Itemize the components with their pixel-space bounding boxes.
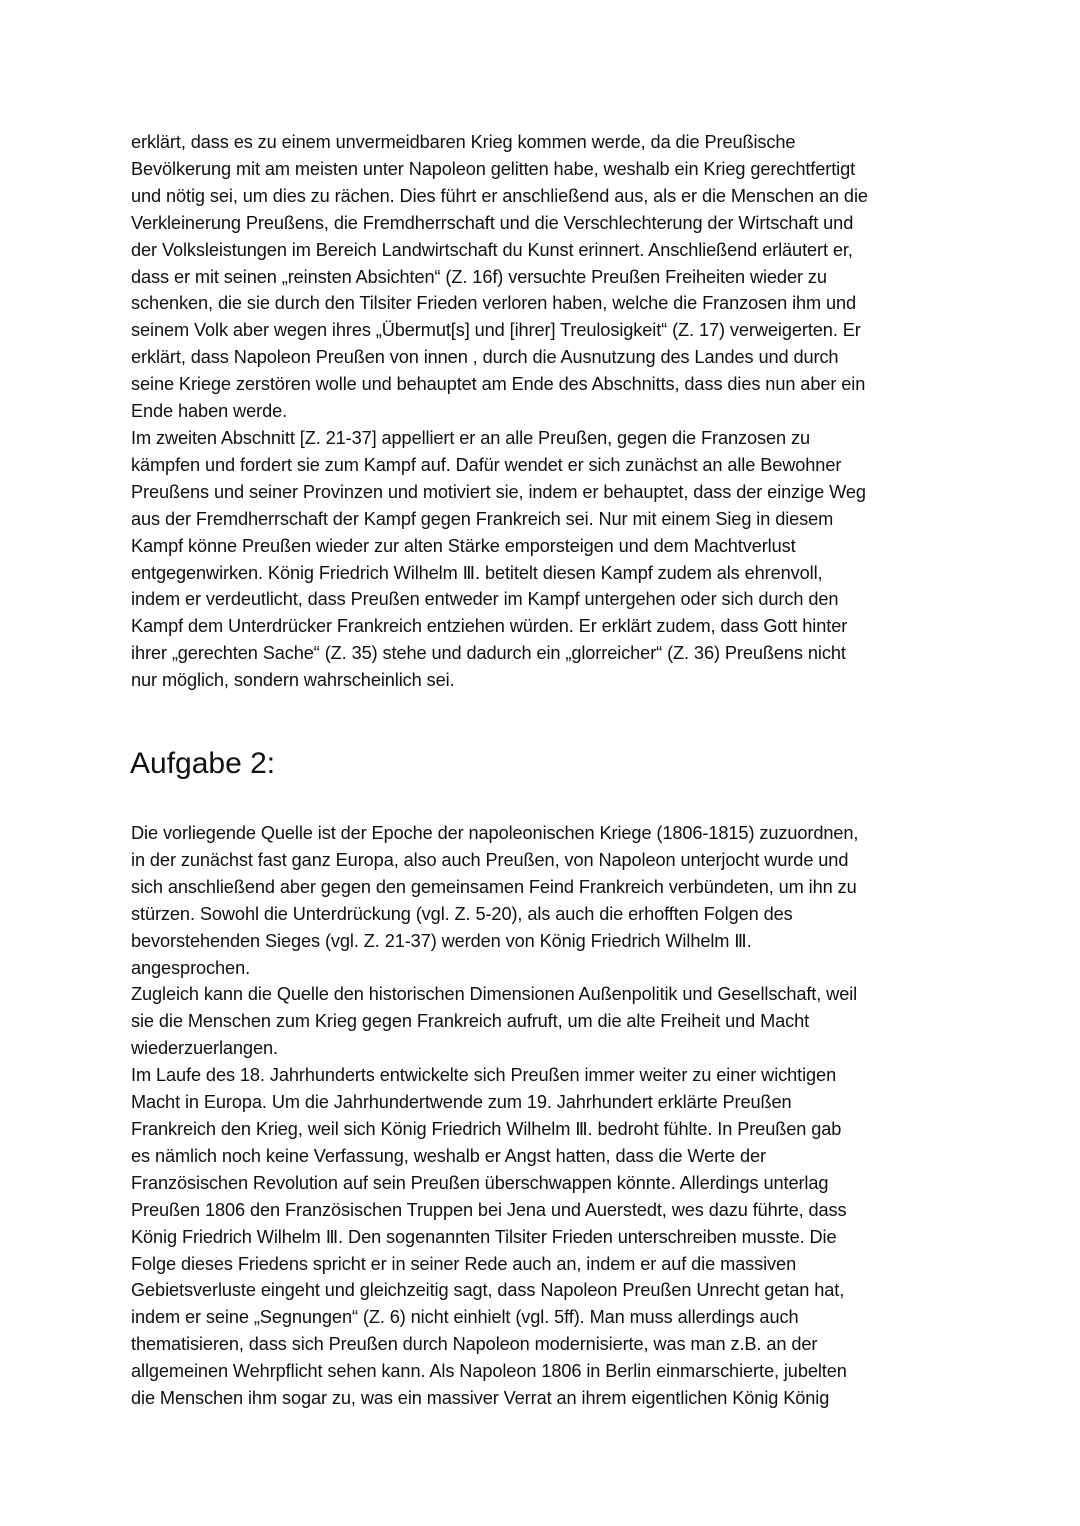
- text-line: Macht in Europa. Um die Jahrhundertwende zum 19. Jahrhundert erklärte Preußen: [131, 1092, 792, 1113]
- text-line: aus der Fremdherrschaft der Kampf gegen Frankreich sei. Nur mit einem Sieg in diesem: [131, 508, 834, 529]
- text-line: entgegenwirken. König Friedrich Wilhelm Ⅲ. betitelt diesen Kampf zudem als ehrenvoll,: [131, 562, 823, 583]
- text-line: Zugleich kann die Quelle den historischen Dimensionen Außenpolitik und Gesellschaft, weil: [131, 984, 858, 1005]
- text-line: schenken, die sie durch den Tilsiter Frieden verloren haben, welche die Franzosen ihm und: [131, 293, 857, 314]
- text-line: Im zweiten Abschnitt [Z. 21-37] appelliert er an alle Preußen, gegen die Franzosen zu: [131, 427, 810, 448]
- text-line: Kampf könne Preußen wieder zur alten Stärke emporsteigen und dem Machtverlust: [131, 535, 796, 556]
- text-line: allgemeinen Wehrpflicht sehen kann. Als Napoleon 1806 in Berlin einmarschierte, jubelten: [131, 1361, 847, 1382]
- text-line: seinem Volk aber wegen ihres „Übermut[s] und [ihrer] Treulosigkeit“ (Z. 17) verweigerten. Er: [131, 320, 861, 341]
- text-line: Im Laufe des 18. Jahrhunderts entwickelte sich Preußen immer weiter zu einer wichtigen: [131, 1065, 837, 1086]
- text-line: Verkleinerung Preußens, die Fremdherrschaft und die Verschlechterung der Wirtschaft und: [131, 212, 854, 233]
- text-line: sie die Menschen zum Krieg gegen Frankreich aufruft, um die alte Freiheit und Macht: [131, 1011, 810, 1032]
- section-1-text: [131, 129, 971, 694]
- text-line: Folge dieses Friedens spricht er in seiner Rede auch an, indem er auf die massiven: [131, 1253, 797, 1274]
- text-line: Ende haben werde.: [131, 401, 288, 422]
- text-line: sich anschließend aber gegen den gemeinsamen Feind Frankreich verbündeten, um ihn zu: [131, 876, 857, 897]
- section-2-text: [131, 820, 971, 1412]
- text-line: stürzen. Sowohl die Unterdrückung (vgl. Z. 5-20), als auch die erhofften Folgen des: [131, 903, 793, 924]
- text-line: Die vorliegende Quelle ist der Epoche der napoleonischen Kriege (1806-1815) zuzuordnen,: [131, 823, 859, 843]
- text-line: Bevölkerung mit am meisten unter Napoleon gelitten habe, weshalb ein Krieg gerechtfertigt: [131, 158, 856, 179]
- text-line: indem er verdeutlicht, dass Preußen entweder im Kampf untergehen oder sich durch den: [131, 589, 839, 610]
- section-heading: Aufgabe 2:: [130, 747, 276, 780]
- text-line: ihrer „gerechten Sache“ (Z. 35) stehe und dadurch ein „glorreicher“ (Z. 36) Preußens nicht: [131, 643, 846, 664]
- text-line: nur möglich, sondern wahrscheinlich sei.: [131, 670, 455, 691]
- text-line: indem er seine „Segnungen“ (Z. 6) nicht einhielt (vgl. 5ff). Man muss allerdings auch: [131, 1307, 799, 1328]
- text-line: seine Kriege zerstören wolle und behauptet am Ende des Abschnitts, dass dies nun aber ein: [131, 374, 866, 395]
- text-line: Gebietsverluste eingeht und gleichzeitig sagt, dass Napoleon Preußen Unrecht getan hat,: [131, 1280, 845, 1301]
- text-line: erklärt, dass es zu einem unvermeidbaren Krieg kommen werde, da die Preußische: [131, 132, 796, 152]
- text-line: bevorstehenden Sieges (vgl. Z. 21-37) werden von König Friedrich Wilhelm Ⅲ.: [131, 930, 752, 951]
- text-line: wiederzuerlangen.: [131, 1038, 278, 1059]
- text-line: es nämlich noch keine Verfassung, weshalb er Angst hatten, dass die Werte der: [131, 1145, 766, 1166]
- text-line: und nötig sei, um dies zu rächen. Dies führt er anschließend aus, als er die Menschen an die: [131, 185, 868, 206]
- text-line: die Menschen ihm sogar zu, was ein massiver Verrat an ihrem eigentlichen König König: [131, 1388, 830, 1409]
- text-line: Preußen 1806 den Französischen Truppen bei Jena und Auerstedt, wes dazu führte, dass: [131, 1199, 847, 1220]
- text-line: dass er mit seinen „reinsten Absichten“ (Z. 16f) versuchte Preußen Freiheiten wieder zu: [131, 266, 827, 287]
- text-line: Französischen Revolution auf sein Preußen überschwappen könnte. Allerdings unterlag: [131, 1172, 829, 1193]
- text-line: König Friedrich Wilhelm Ⅲ. Den sogenannten Tilsiter Frieden unterschreiben musste. Die: [131, 1226, 837, 1247]
- text-line: in der zunächst fast ganz Europa, also auch Preußen, von Napoleon unterjocht wurde und: [131, 849, 849, 870]
- text-line: Preußens und seiner Provinzen und motiviert sie, indem er behauptet, dass der einzige Weg: [131, 481, 866, 502]
- text-line: Frankreich den Krieg, weil sich König Friedrich Wilhelm Ⅲ. bedroht fühlte. In Preußen gab: [131, 1118, 842, 1139]
- text-line: der Volksleistungen im Bereich Landwirtschaft du Kunst erinnert. Anschließend erläutert er,: [131, 239, 853, 260]
- text-line: erklärt, dass Napoleon Preußen von innen , durch die Ausnutzung des Landes und durch: [131, 347, 839, 368]
- text-line: kämpfen und fordert sie zum Kampf auf. Dafür wendet er sich zunächst an alle Bewohner: [131, 454, 842, 475]
- text-line: thematisieren, dass sich Preußen durch Napoleon modernisierte, was man z.B. an der: [131, 1334, 818, 1355]
- text-line: Kampf dem Unterdrücker Frankreich entziehen würden. Er erklärt zudem, dass Gott hinter: [131, 616, 848, 637]
- text-line: angesprochen.: [131, 957, 251, 978]
